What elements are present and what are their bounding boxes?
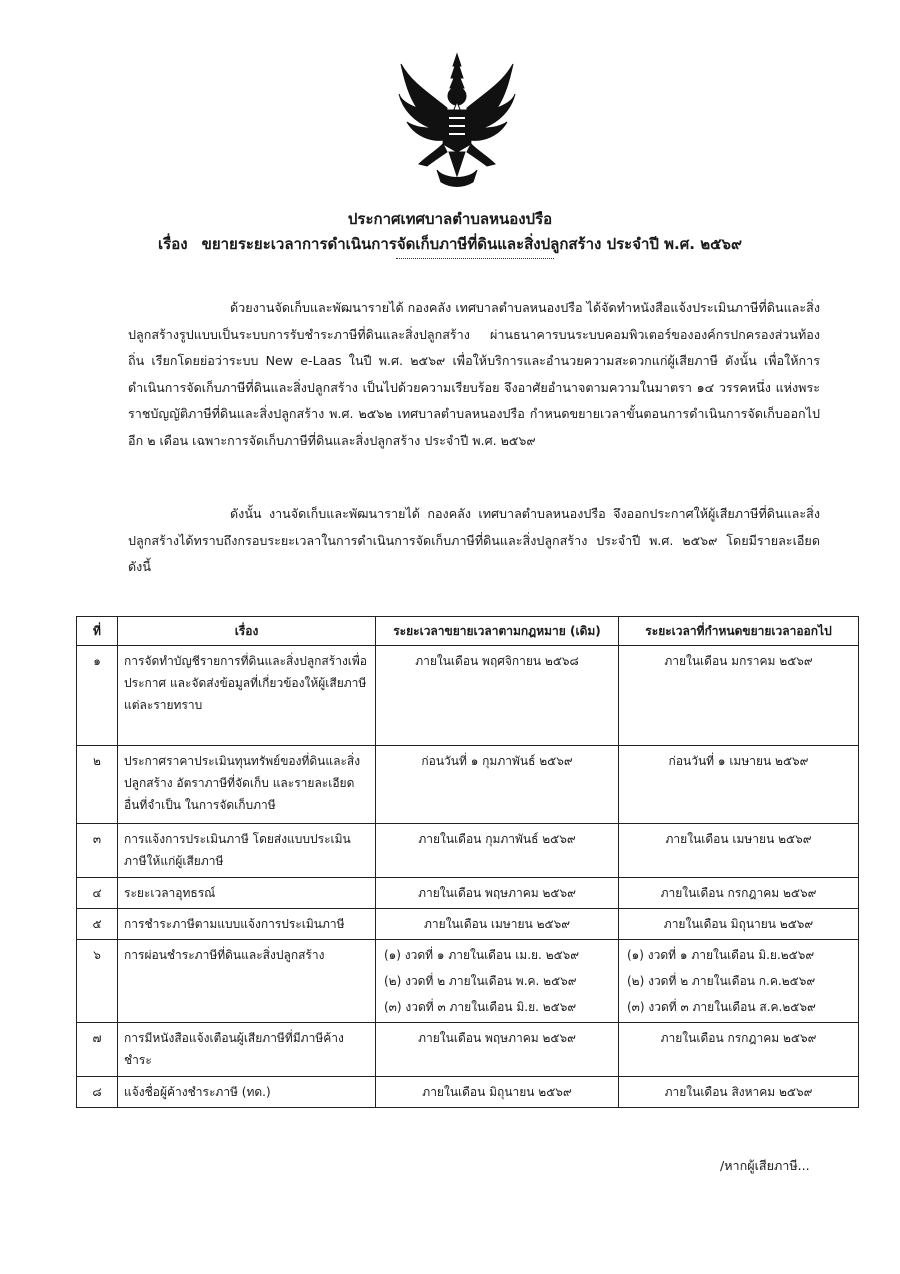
installment-line: (๒) งวดที่ ๒ ภายในเดือน พ.ค. ๒๕๖๙ [384,974,577,988]
header-extended: ระยะเวลาที่กำหนดขยายเวลาออกไป [619,617,859,646]
table-header-row [77,617,859,646]
table-row [77,878,859,909]
paragraph-2 [128,501,820,581]
row-extended [619,940,859,1023]
row-no: ๔ [77,878,118,909]
row-subject: ระยะเวลาอุทธรณ์ [118,878,376,909]
table-row [77,940,859,1023]
row-no: ๗ [77,1023,118,1077]
row-subject: ประกาศราคาประเมินทุนทรัพย์ของที่ดินและสิ่งปลูกสร้าง อัตราภาษีที่จัดเก็บ และรายละเอียดอื่นที่จำเป็น ในการจัดเก็บภาษี [118,746,376,824]
paragraph-2-text: ดังนั้น งานจัดเก็บและพัฒนารายได้ กองคลัง เทศบาลตำบลหนองปรือ จึงออกประกาศให้ผู้เสียภาษีที่ดินและสิ่งปลูกสร้างได้ทราบถึงกรอบระยะเวลาในการดำเนินการจัดเก็บภาษีที่ดินและสิ่งปลูกสร้าง ประจำปี พ.ศ. ๒๕๖๙ โดยมีรายละเอียด ดังนี้ [128,506,820,575]
row-no: ๕ [77,909,118,940]
row-subject: การผ่อนชำระภาษีที่ดินและสิ่งปลูกสร้าง [118,940,376,1023]
table-row [77,1023,859,1077]
row-subject: การแจ้งการประเมินภาษี โดยส่งแบบประเมินภาษีให้แก่ผู้เสียภาษี [118,824,376,878]
row-subject: การชำระภาษีตามแบบแจ้งการประเมินภาษี [118,909,376,940]
row-original: ภายในเดือน กุมภาพันธ์ ๒๕๖๙ [376,824,619,878]
row-original: ภายในเดือน มิถุนายน ๒๕๖๙ [376,1077,619,1108]
row-extended: ก่อนวันที่ ๑ เมษายน ๒๕๖๙ [619,746,859,824]
title-divider [396,258,554,259]
continuation-note: /หากผู้เสียภาษี... [720,1158,810,1173]
schedule-table [76,616,859,1108]
row-no: ๘ [77,1077,118,1108]
row-original: ภายในเดือน พฤษภาคม ๒๕๖๙ [376,1023,619,1077]
subject-label: เรื่อง [158,235,188,253]
row-extended: ภายในเดือน มกราคม ๒๕๖๙ [619,646,859,746]
row-subject: การจัดทำบัญชีรายการที่ดินและสิ่งปลูกสร้างเพื่อประกาศ และจัดส่งข้อมูลที่เกี่ยวข้องให้ผู้เสียภาษีแต่ละรายทราบ [118,646,376,746]
table-row [77,909,859,940]
row-no: ๖ [77,940,118,1023]
row-no: ๒ [77,746,118,824]
garuda-emblem-icon [397,52,517,190]
row-extended: ภายในเดือน มิถุนายน ๒๕๖๙ [619,909,859,940]
row-no: ๑ [77,646,118,746]
announcement-subject [0,232,900,256]
installment-line: (๑) งวดที่ ๑ ภายในเดือน มิ.ย.๒๕๖๙ [627,948,815,962]
table-row [77,746,859,824]
table-row [77,1077,859,1108]
announcement-title: ประกาศเทศบาลตำบลหนองปรือ [347,210,553,228]
header-subject: เรื่อง [118,617,376,646]
installment-line: (๓) งวดที่ ๓ ภายในเดือน ส.ค.๒๕๖๙ [627,1000,816,1014]
header-original: ระยะเวลาขยายเวลาตามกฎหมาย (เดิม) [376,617,619,646]
header-no: ที่ [77,617,118,646]
installment-line: (๓) งวดที่ ๓ ภายในเดือน มิ.ย. ๒๕๖๙ [384,1000,577,1014]
subject-text: ขยายระยะเวลาการดำเนินการจัดเก็บภาษีที่ดินและสิ่งปลูกสร้าง ประจำปี พ.ศ. ๒๕๖๙ [201,235,742,253]
installment-line: (๒) งวดที่ ๒ ภายในเดือน ก.ค.๒๕๖๙ [627,974,816,988]
row-subject: แจ้งชื่อผู้ค้างชำระภาษี (ทด.) [118,1077,376,1108]
row-original: ภายในเดือน เมษายน ๒๕๖๙ [376,909,619,940]
row-original: ก่อนวันที่ ๑ กุมภาพันธ์ ๒๕๖๙ [376,746,619,824]
table-row [77,824,859,878]
row-extended: ภายในเดือน กรกฎาคม ๒๕๖๙ [619,1023,859,1077]
row-subject: การมีหนังสือแจ้งเตือนผู้เสียภาษีที่มีภาษีค้างชำระ [118,1023,376,1077]
row-extended: ภายในเดือน กรกฎาคม ๒๕๖๙ [619,878,859,909]
table-row [77,646,859,746]
row-no: ๓ [77,824,118,878]
installment-line: (๑) งวดที่ ๑ ภายในเดือน เม.ย. ๒๕๖๙ [384,948,580,962]
row-original [376,940,619,1023]
row-extended: ภายในเดือน สิงหาคม ๒๕๖๙ [619,1077,859,1108]
row-extended: ภายในเดือน เมษายน ๒๕๖๙ [619,824,859,878]
row-original: ภายในเดือน พฤศจิกายน ๒๕๖๘ [376,646,619,746]
paragraph-1-text: ด้วยงานจัดเก็บและพัฒนารายได้ กองคลัง เทศบาลตำบลหนองปรือ ได้จัดทำหนังสือแจ้งประเมินภาษีที่ดินและสิ่งปลูกสร้างรูปแบบเป็นระบบการรับชำระภาษีที่ดินและสิ่งปลูกสร้าง ผ่านธนาคารบนระบบคอมพิวเตอร์ขององค์กรปกครองส่วนท้องถิ่น เรียกโดยย่อว่าระบบ New e-Laas ในปี พ.ศ. ๒๕๖๙ เพื่อให้บริการและอำนวยความสะดวกแก่ผู้เสียภาษี ดังนั้น เพื่อให้การดำเนินการจัดเก็บภาษีที่ดินและสิ่งปลูกสร้าง เป็นไปด้วยความเรียบร้อย จึงอาศัยอำนาจตามความในมาตรา ๑๔ วรรคหนึ่ง แห่งพระราชบัญญัติภาษีที่ดินและสิ่งปลูกสร้าง พ.ศ. ๒๕๖๒ เทศบาลตำบลหนองปรือ กำหนดขยายเวลาขั้นตอนการดำเนินการจัดเก็บออกไปอีก ๒ เดือน เฉพาะการจัดเก็บภาษีที่ดินและสิ่งปลูกสร้าง ประจำปี พ.ศ. ๒๕๖๙ [128,300,820,448]
row-original: ภายในเดือน พฤษภาคม ๒๕๖๙ [376,878,619,909]
paragraph-1 [128,295,820,455]
